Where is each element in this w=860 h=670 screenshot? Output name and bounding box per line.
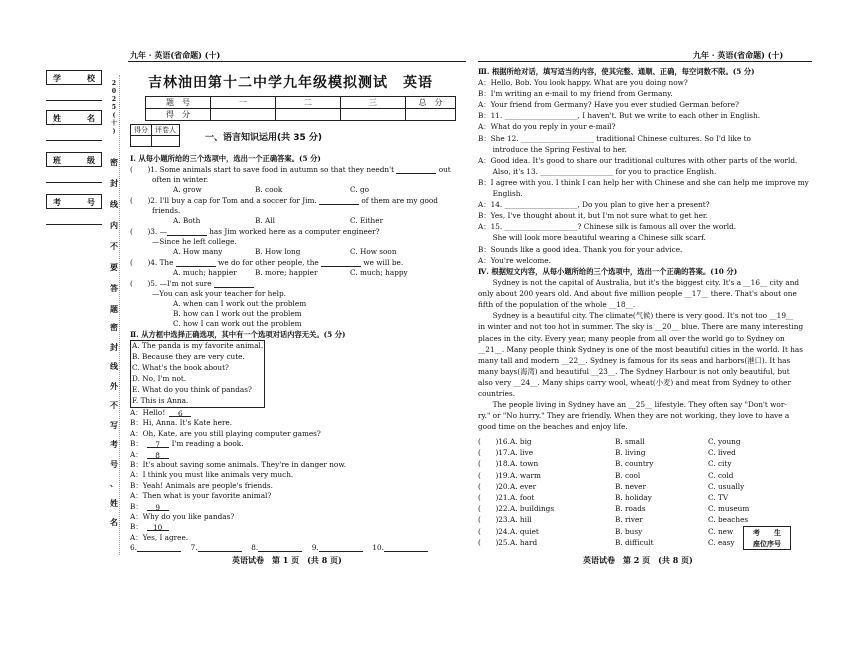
question-25-n[interactable]: ( )25. xyxy=(478,537,510,547)
dialogue-blank[interactable]: 8 xyxy=(147,451,169,459)
dialogue-line: A：Hello! 6 xyxy=(130,408,191,417)
question-22-c: C. museum xyxy=(708,504,750,514)
question-18-a: A. town xyxy=(510,459,539,469)
q3: ( )3. — has Jim worked here as a computer engineer? xyxy=(130,227,380,236)
dialogue-blank[interactable]: 9 xyxy=(147,503,169,511)
part3-line: A：Hello, Bob. You look happy. What are you doing now? xyxy=(478,78,688,87)
score-cell-2[interactable] xyxy=(276,109,341,121)
question-18-n[interactable]: ( )18. xyxy=(478,459,510,469)
part4-line: only about 200 years old. And about five million people __17__ there. That's about one xyxy=(478,289,797,299)
question-24-n[interactable]: ( )24. xyxy=(478,526,510,536)
part3-line: B：11. ____________________, I haven't. But we write to each other in English. xyxy=(478,111,761,121)
q5-blank[interactable] xyxy=(214,280,254,288)
question-16-a: A. big xyxy=(510,437,532,446)
part3-line: B：She 12. ____________________ traditional Chinese cultures. So I'd like to xyxy=(478,133,751,143)
dialogue-blank[interactable]: 10 xyxy=(147,523,169,531)
part4-line: also very __24__. Many ships carry wool, wheat(小麦) and meat from Sydney to other xyxy=(478,377,791,387)
question-20-b: B. never xyxy=(615,481,646,491)
q2-blank[interactable] xyxy=(319,197,359,205)
question-16-b: B. small xyxy=(615,437,645,446)
footer-left: 英语试卷 第 1 页 (共 8 页) xyxy=(232,555,342,565)
part4-line: ry." or "No hurry." They are friendly. When they are not working, they love to have a xyxy=(478,411,790,421)
header-left: 九年 · 英语(省命题) (十) xyxy=(130,50,221,60)
part1-heading: Ⅰ. 从每小题所给的三个选项中，选出一个正确答案。(5 分) xyxy=(130,154,321,163)
name-line xyxy=(46,140,102,141)
part3-line: A：14. ____________________, Do you plan to give her a present? xyxy=(478,200,710,210)
part4-line: many tall and modern __22__. Sydney is famous for its seas and harbors(港口). It has xyxy=(478,355,791,365)
question-25-b: B. difficult xyxy=(615,537,654,547)
question-16-n[interactable]: ( )16. xyxy=(478,437,510,446)
class-field[interactable]: 班 级 xyxy=(46,152,102,167)
name-field[interactable]: 姓 名 xyxy=(46,110,102,125)
part3-line: A：15. ____________________? Chinese silk is famous all over the world. xyxy=(478,222,737,232)
part4-line: Sydney is not the capital of Australia, but it's the biggest city. It's a __16__ city and xyxy=(478,278,800,287)
part4-line: good time on the beaches and enjoy life. xyxy=(478,422,628,432)
dialogue-blank[interactable]: 6 xyxy=(169,409,191,417)
school-line xyxy=(46,100,102,101)
part4-line: places in the city. Every year, many people from all over the world go to Sydney on xyxy=(478,333,785,343)
header-rule-right xyxy=(478,61,812,62)
dialogue-line: B： 7 I'm reading a book. xyxy=(130,439,244,450)
page-title: 吉林油田第十二中学九年级模拟测试 英语 xyxy=(148,75,433,91)
school-field[interactable]: 学 校 xyxy=(46,70,102,85)
question-18-c: C. city xyxy=(708,459,732,469)
part4-heading: Ⅳ. 根据短文内容，从每小题所给的三个选项中，选出一个正确的答案。(10 分) xyxy=(478,267,738,276)
question-21-b: B. holiday xyxy=(615,493,652,502)
grader-box: 得分 评卷人 xyxy=(130,124,180,147)
footer-right: 英语试卷 第 2 页 (共 8 页) xyxy=(583,555,693,565)
question-25-a: A. hard xyxy=(510,537,538,547)
question-22-n[interactable]: ( )22. xyxy=(478,504,510,514)
dialogue-line: A：I think you must like animals very much. xyxy=(130,470,294,480)
part3-line: A：Good idea. It's good to share our traditional cultures with other parts of the world. xyxy=(478,155,798,165)
exam-number-field[interactable]: 考 号 xyxy=(46,194,102,209)
dialogue-line: B： 9 xyxy=(130,502,169,511)
part3-line: introduce the Spring Festival to her. xyxy=(478,144,627,154)
answer-line: 6. 7. 8. 9. 10. xyxy=(130,543,428,552)
dialogue-line: A：Then what is your favorite animal? xyxy=(130,491,272,501)
q5: ( )5. —I'm not sure xyxy=(130,279,254,288)
q4: ( )4. The we do for other people, the we will be. xyxy=(130,258,404,267)
question-23-a: A. hill xyxy=(510,515,532,525)
part3-line: English. xyxy=(478,189,523,198)
dialogue-line: A：Why do you like pandas? xyxy=(130,512,235,521)
question-20-c: C. usually xyxy=(708,481,745,491)
part2-heading: Ⅱ. 从方框中选择正确选项，其中有一个选项对话内容无关。(5 分) xyxy=(130,330,346,339)
part3-line: B：I agree with you. I think I can help her with Chinese and she can help me improve my xyxy=(478,177,809,187)
question-21-c: C. TV xyxy=(708,493,729,502)
question-20-n[interactable]: ( )20. xyxy=(478,481,510,491)
question-24-c: C. new xyxy=(708,526,734,536)
question-19-n[interactable]: ( )19. xyxy=(478,470,510,480)
part3-line: She will look more beautiful wearing a Chinese silk scarf. xyxy=(478,233,706,243)
part4-line: The people living in Sydney have an __25__ lifestyle. They often say "Don't wor- xyxy=(478,400,787,410)
q4-blank-1[interactable] xyxy=(176,259,216,267)
part4-line: countries. xyxy=(478,389,516,398)
dialogue-line: A： 8 xyxy=(130,450,169,459)
part3-line: Also, it's 13. ____________________ for you to practice English. xyxy=(478,166,717,176)
part4-line: Sydney is a beautiful city. The climate(气候) there is very good. It's not too __19__ xyxy=(478,311,794,321)
question-24-b: B. busy xyxy=(615,526,643,536)
q1: ( )1. Some animals start to save food in autumn so that they needn't out xyxy=(130,165,451,174)
question-16-c: C. young xyxy=(708,437,741,446)
part3-line: B：Yes, I've thought about it, but I'm not sure what to get her. xyxy=(478,211,708,221)
score-cell-total[interactable] xyxy=(406,109,456,121)
dialogue-line: A：Oh, Kate, are you still playing computer games? xyxy=(130,428,321,438)
seat-number-box[interactable]: 考 生 座位序号 xyxy=(743,526,791,550)
part3-line: B：Sounds like a good idea. Thank you for your advice. xyxy=(478,244,683,254)
score-cell-1[interactable] xyxy=(211,109,276,121)
question-19-c: C. cold xyxy=(708,470,734,480)
score-cell-3[interactable] xyxy=(341,109,406,121)
seal-text-outer: 密 封 线 外 不 写 考 号 、 姓 名 xyxy=(110,322,118,527)
part4-line: fifth of the population of the whole __18__. xyxy=(478,300,636,310)
part3-line: A：You're welcome. xyxy=(478,255,551,265)
class-line xyxy=(46,182,102,183)
part4-line: __21__. Many people think Sydney is one of the most beautiful cities in the world. It has xyxy=(478,344,804,354)
header-right: 九年 · 英语(省命题) (十) xyxy=(693,50,784,60)
seal-text-inner: 密 封 线 内 不 要 答 题 xyxy=(110,157,118,314)
dialogue-line: B：It's about saving some animals. They're in danger now. xyxy=(130,460,347,469)
question-19-b: B. cool xyxy=(615,470,641,480)
dialogue-line: A：Yes, I agree. xyxy=(130,532,189,542)
question-22-a: A. buildings xyxy=(510,504,555,514)
part3-heading: Ⅲ. 根据所给对话，填写适当的内容，使其完整、通顺、正确，每空词数不限。(5 分) xyxy=(478,67,755,76)
question-21-n[interactable]: ( )21. xyxy=(478,493,510,502)
question-25-c: C. easy xyxy=(708,537,735,547)
score-table: 题 号 一 二 三 总 分 得 分 xyxy=(145,96,456,121)
question-17-b: B. living xyxy=(615,448,646,458)
seal-line xyxy=(119,75,120,555)
dialogue-blank[interactable]: 7 xyxy=(147,440,169,448)
question-21-a: A. foot xyxy=(510,493,535,502)
header-rule-left xyxy=(128,61,466,62)
question-23-b: B. river xyxy=(615,515,643,525)
part4-line: many bays(海湾) and beautiful __23__. The Sydney Harbour is not only beautiful, but xyxy=(478,366,790,376)
question-22-b: B. roads xyxy=(615,504,646,514)
question-17-a: A. live xyxy=(510,448,534,458)
question-17-c: C. lived xyxy=(708,448,736,458)
q4-blank-2[interactable] xyxy=(321,259,361,267)
q2: ( )2. I'll buy a cap for Tom and a soccer for Jim. of them are my good xyxy=(130,196,438,205)
question-23-n[interactable]: ( )23. xyxy=(478,515,510,525)
section-1-title: 一、语言知识运用(共 35 分) xyxy=(205,133,323,143)
dialogue-line: B：Yeah! Animals are people's friends. xyxy=(130,480,273,490)
question-20-a: A. ever xyxy=(510,481,537,491)
q1-blank[interactable] xyxy=(396,166,436,174)
question-18-b: B. country xyxy=(615,459,654,469)
question-19-a: A. warm xyxy=(510,470,541,480)
part3-line: B：I'm writing an e-mail to my friend from Germany. xyxy=(478,89,673,99)
exam-number-line xyxy=(46,224,102,225)
q3-blank[interactable] xyxy=(167,228,207,236)
part3-line: A：What do you reply in your e-mail? xyxy=(478,122,616,132)
part3-line: A：Your friend from Germany? Have you ever studied German before? xyxy=(478,100,739,110)
question-24-a: A. quiet xyxy=(510,526,539,536)
dialogue-line: B： 10 xyxy=(130,522,169,531)
year-code: 2 0 2 5 ( 十 ) xyxy=(110,80,117,135)
part4-line: in winter and not too hot in summer. The sky is __20__ blue. There are many interesting xyxy=(478,322,804,332)
dialogue-line: B：Hi, Anna. It's Kate here. xyxy=(130,418,233,428)
question-17-n[interactable]: ( )17. xyxy=(478,448,510,458)
question-23-c: C. beaches xyxy=(708,515,749,525)
